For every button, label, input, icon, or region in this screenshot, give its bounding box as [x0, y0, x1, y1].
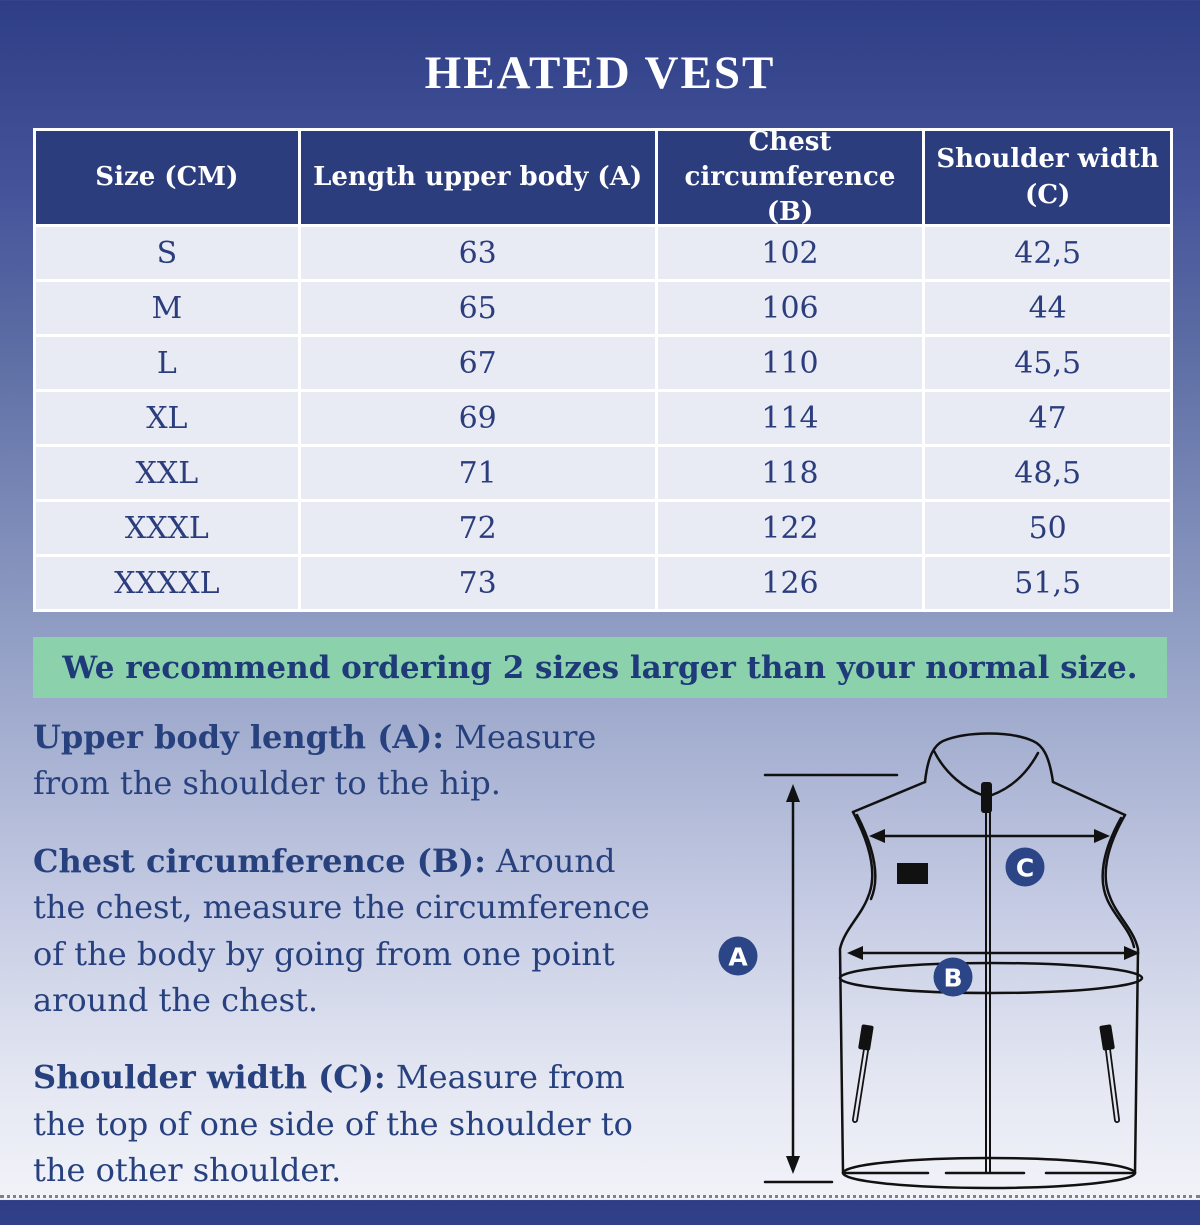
table-cell: 51,5	[925, 557, 1170, 609]
table-cell: 65	[301, 282, 655, 334]
table-cell: M	[36, 282, 298, 334]
arrow-a-head-top	[786, 784, 800, 802]
page-title: HEATED VEST	[424, 47, 776, 99]
arrow-b-head-left	[847, 946, 863, 960]
table-cell: 69	[301, 392, 655, 444]
note-text: Measure from the shoulder to the hip.	[33, 718, 597, 803]
vest-collar-inner-left	[934, 751, 982, 795]
badge-b-label: B	[943, 963, 963, 993]
table-cell: L	[36, 337, 298, 389]
table-cell: 67	[301, 337, 655, 389]
measurement-notes	[33, 714, 668, 1225]
table-cell: 118	[658, 447, 923, 499]
note-label: Chest circumference (B):	[33, 841, 486, 880]
arrow-c-head-right	[1094, 829, 1110, 843]
note-label: Shoulder width (C):	[33, 1058, 386, 1097]
table-cell: 47	[925, 392, 1170, 444]
table-cell: XXL	[36, 447, 298, 499]
table-cell: 45,5	[925, 337, 1170, 389]
table-cell: 42,5	[925, 227, 1170, 279]
column-header-size: Size (CM)	[36, 131, 298, 224]
vest-collar-inner-right	[992, 753, 1038, 795]
table-cell: 110	[658, 337, 923, 389]
badge-a-label: A	[728, 942, 748, 972]
size-chart-table	[33, 128, 1173, 612]
right-pocket-pull	[1099, 1024, 1115, 1051]
badge-c-label: C	[1015, 853, 1035, 883]
table-cell: 114	[658, 392, 923, 444]
table-cell: 106	[658, 282, 923, 334]
note-label: Upper body length (A):	[33, 718, 445, 756]
chest-patch	[897, 863, 928, 884]
note-chest-circumference	[33, 838, 668, 1024]
table-cell: 73	[301, 557, 655, 609]
vest-measurement-diagram	[680, 700, 1200, 1200]
table-cell: S	[36, 227, 298, 279]
column-header-shoulder: Shoulder width (C)	[925, 131, 1170, 224]
note-upper-body-length	[33, 714, 668, 807]
table-cell: 63	[301, 227, 655, 279]
table-cell: 126	[658, 557, 923, 609]
vest-right-shoulder	[1053, 782, 1125, 815]
note-text: Measure from the top of one side of the shoulder to the other shoulder.	[33, 1058, 633, 1190]
left-pocket-pull	[858, 1024, 874, 1051]
table-cell: 71	[301, 447, 655, 499]
table-cell: 48,5	[925, 447, 1170, 499]
note-text: Around the chest, measure the circumference of the body by going from one point around the chest.	[33, 841, 650, 1019]
table-cell: 72	[301, 502, 655, 554]
table-cell: 122	[658, 502, 923, 554]
table-cell: 44	[925, 282, 1170, 334]
table-cell: XXXXL	[36, 557, 298, 609]
table-cell: XL	[36, 392, 298, 444]
recommendation-banner: We recommend ordering 2 sizes larger than your normal size.	[33, 637, 1167, 698]
table-cell: 102	[658, 227, 923, 279]
column-header-length: Length upper body (A)	[301, 131, 655, 224]
vest-left-shoulder	[853, 782, 925, 812]
bottom-dotted-line	[0, 1195, 1200, 1198]
table-cell: 50	[925, 502, 1170, 554]
arrow-c-head-left	[869, 829, 885, 843]
vest-right-side	[1106, 815, 1138, 1173]
table-cell: XXXL	[36, 502, 298, 554]
vest-collar-outline	[925, 734, 1053, 783]
column-header-chest: Chest circumference (B)	[658, 131, 923, 224]
note-shoulder-width	[33, 1054, 668, 1193]
arrow-a-head-bottom	[786, 1156, 800, 1174]
main-zipper-pull	[981, 782, 992, 813]
